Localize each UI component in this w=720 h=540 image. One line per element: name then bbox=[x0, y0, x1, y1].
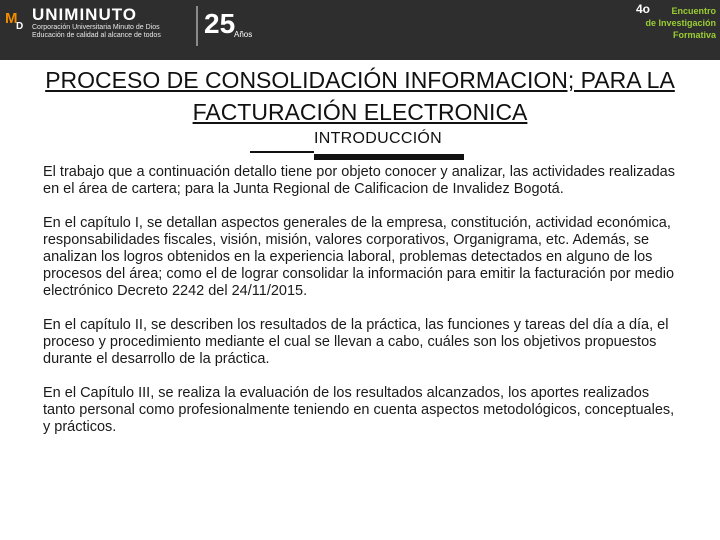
subtitle-block bbox=[250, 130, 470, 162]
svg-text:D: D bbox=[16, 21, 24, 30]
header-banner bbox=[0, 0, 720, 60]
paragraph: En el capítulo II, se describen los resultados de la práctica, las funciones y tareas del día a día, el proceso y procedimiento mediante el cual se llevan a cabo, cuáles son los objetivos propuestos durante el desarrollo de la práctica. bbox=[43, 317, 669, 367]
paragraph: El trabajo que a continuación detallo tiene por objeto conocer y analizar, las actividades realizadas en el área de cartera; para la Junta Regional de Calificacion de Invalidez Bogotá. bbox=[43, 164, 675, 197]
subtitle-underbar bbox=[314, 154, 464, 160]
subtitle-left-rule bbox=[250, 151, 314, 153]
anniversary-word: Años bbox=[234, 30, 253, 39]
paragraph: En el Capítulo III, se realiza la evaluación de los resultados alcanzados, los aportes realizados tanto personal como profesionalmente teniendo en cuenta aspectos metodológicos, conceptuales, y prácticos. bbox=[43, 385, 675, 435]
md-logo-icon bbox=[4, 4, 28, 30]
body-text bbox=[43, 164, 683, 453]
anniversary-number: 25 bbox=[204, 8, 236, 39]
research-encounter-badge bbox=[636, 2, 720, 46]
section-subtitle: INTRODUCCIÓN bbox=[314, 130, 443, 147]
page-title: PROCESO DE CONSOLIDACIÓN INFORMACION; PARA LA FACTURACIÓN ELECTRONICA bbox=[45, 67, 675, 125]
badge-line-3: Formativa bbox=[672, 30, 716, 40]
brand-block bbox=[32, 6, 161, 40]
anniversary-logo bbox=[204, 8, 254, 48]
paragraph: En el capítulo I, se detallan aspectos generales de la empresa, constitución, actividad económica, responsabilidades fiscales, visión, misión, valores corporativos, Organigrama, etc. Además, se analizan los logros obtenidos en la experiencia laboral, problemas detectados en alguno de los procesos del área; como el de lograr consolidar la información para emitir la facturación por medio electrónico Decreto 2242 del 24/11/2015. bbox=[43, 215, 675, 299]
svg-text:M: M bbox=[5, 10, 18, 27]
header-divider bbox=[196, 6, 198, 46]
brand-name: UNIMINUTO bbox=[32, 5, 138, 24]
brand-line-1: Corporación Universitaria Minuto de Dios bbox=[32, 24, 160, 31]
brand-line-2: Educación de calidad al alcance de todos bbox=[32, 32, 161, 39]
badge-line-1: Encuentro bbox=[671, 6, 716, 16]
badge-number: 4o bbox=[636, 2, 651, 16]
badge-line-2: de Investigación bbox=[645, 18, 716, 28]
